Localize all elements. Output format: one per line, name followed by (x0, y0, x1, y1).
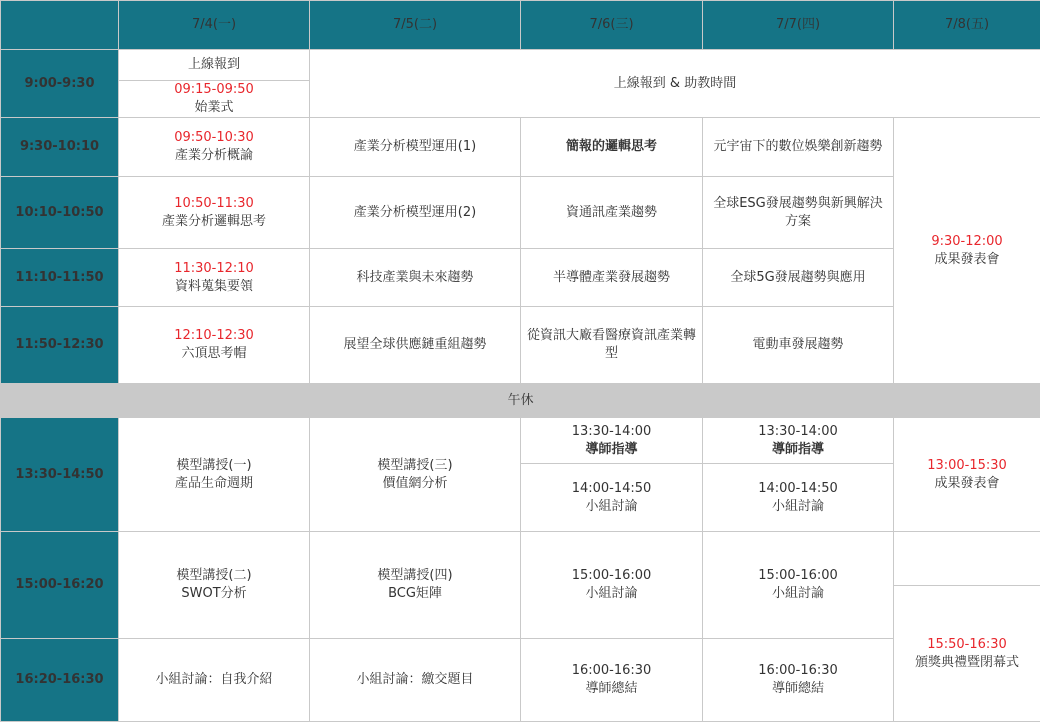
session-cell: 元宇宙下的數位娛樂創新趨勢 (703, 118, 894, 177)
session-title: 頒獎典禮暨閉幕式 (898, 654, 1036, 672)
time-slot: 13:30-14:50 (1, 418, 119, 532)
session-subtitle: 價值網分析 (314, 475, 516, 493)
session-cell: 小組討論：自我介紹 (119, 639, 310, 722)
session-cell: 資通訊產業趨勢 (521, 177, 703, 249)
session-cell (310, 532, 521, 639)
session-title: 成果發表會 (898, 251, 1036, 269)
time-slot: 11:50-12:30 (1, 307, 119, 384)
session-cell (703, 464, 894, 532)
table-row (1, 50, 1040, 81)
session-time: 14:00-14:50 (525, 480, 698, 498)
lunch-break: 午休 (1, 384, 1040, 418)
time-slot: 15:00-16:20 (1, 532, 119, 639)
session-cell: 科技產業與未來趨勢 (310, 249, 521, 307)
time-slot: 9:30-10:10 (1, 118, 119, 177)
table-row (1, 639, 1040, 722)
session-cell (119, 177, 310, 249)
day-header: 7/6(三) (521, 1, 703, 50)
session-title: 小組討論 (707, 498, 889, 516)
session-cell (894, 532, 1040, 586)
day-header: 7/7(四) (703, 1, 894, 50)
day-header: 7/5(二) (310, 1, 521, 50)
session-cell (119, 307, 310, 384)
session-cell: 上線報到 & 助教時間 (310, 50, 1040, 118)
session-title: 成果發表會 (898, 475, 1036, 493)
session-time: 14:00-14:50 (707, 480, 889, 498)
session-cell: 半導體產業發展趨勢 (521, 249, 703, 307)
session-cell (521, 639, 703, 722)
session-title: 始業式 (123, 99, 305, 117)
session-title: 導師總結 (525, 680, 698, 698)
session-cell: 上線報到 (119, 50, 310, 81)
session-cell: 簡報的邏輯思考 (521, 118, 703, 177)
session-title: 資料蒐集要領 (123, 278, 305, 296)
time-slot: 11:10-11:50 (1, 249, 119, 307)
session-time: 16:00-16:30 (707, 662, 889, 680)
session-cell: 電動車發展趨勢 (703, 307, 894, 384)
session-cell: 產業分析模型運用(1) (310, 118, 521, 177)
session-cell (119, 81, 310, 118)
session-title: 導師指導 (707, 441, 889, 459)
session-title: 模型講授(三) (314, 457, 516, 475)
time-slot: 10:10-10:50 (1, 177, 119, 249)
session-title: 模型講授(二) (123, 567, 305, 585)
session-time: 15:50-16:30 (898, 636, 1036, 654)
session-title: 六頂思考帽 (123, 345, 305, 363)
session-time: 13:30-14:00 (707, 423, 889, 441)
session-time: 09:15-09:50 (123, 81, 305, 99)
session-cell (521, 532, 703, 639)
session-cell: 全球ESG發展趨勢與新興解決方案 (703, 177, 894, 249)
session-cell: 從資訊大廠看醫療資訊產業轉型 (521, 307, 703, 384)
session-title: 小組討論 (525, 585, 698, 603)
table-row (1, 418, 1040, 464)
session-subtitle: BCG矩陣 (314, 585, 516, 603)
session-cell (521, 418, 703, 464)
day-header: 7/4(一) (119, 1, 310, 50)
session-cell (119, 532, 310, 639)
session-title: 產業分析概論 (123, 147, 305, 165)
table-row (1, 532, 1040, 586)
session-cell (894, 118, 1040, 384)
session-title: 模型講授(一) (123, 457, 305, 475)
session-cell (703, 418, 894, 464)
session-cell (119, 118, 310, 177)
session-time: 09:50-10:30 (123, 129, 305, 147)
session-cell (703, 532, 894, 639)
session-time: 15:00-16:00 (525, 567, 698, 585)
session-title: 導師指導 (525, 441, 698, 459)
session-cell (894, 586, 1040, 722)
session-cell (894, 418, 1040, 532)
session-cell (703, 639, 894, 722)
session-title: 小組討論 (525, 498, 698, 516)
session-cell: 小組討論：繳交題目 (310, 639, 521, 722)
session-title: 模型講授(四) (314, 567, 516, 585)
session-time: 12:10-12:30 (123, 327, 305, 345)
session-time: 11:30-12:10 (123, 260, 305, 278)
session-cell (310, 418, 521, 532)
session-cell (521, 464, 703, 532)
time-slot: 16:20-16:30 (1, 639, 119, 722)
corner-cell (1, 1, 119, 50)
table-row (1, 307, 1040, 384)
day-header: 7/8(五) (894, 1, 1040, 50)
session-time: 13:30-14:00 (525, 423, 698, 441)
session-title: 產業分析邏輯思考 (123, 213, 305, 231)
header-row (1, 1, 1040, 50)
session-subtitle: 產品生命週期 (123, 475, 305, 493)
session-time: 9:30-12:00 (898, 233, 1036, 251)
table-row (1, 118, 1040, 177)
session-time: 16:00-16:30 (525, 662, 698, 680)
session-time: 15:00-16:00 (707, 567, 889, 585)
session-title: 小組討論 (707, 585, 889, 603)
lunch-row (1, 384, 1040, 418)
time-slot: 9:00-9:30 (1, 50, 119, 118)
table-row (1, 249, 1040, 307)
session-time: 10:50-11:30 (123, 195, 305, 213)
session-subtitle: SWOT分析 (123, 585, 305, 603)
session-cell (119, 249, 310, 307)
session-cell: 展望全球供應鏈重組趨勢 (310, 307, 521, 384)
table-row (1, 177, 1040, 249)
session-title: 導師總結 (707, 680, 889, 698)
session-cell (119, 418, 310, 532)
session-cell: 全球5G發展趨勢與應用 (703, 249, 894, 307)
session-cell: 產業分析模型運用(2) (310, 177, 521, 249)
session-time: 13:00-15:30 (898, 457, 1036, 475)
